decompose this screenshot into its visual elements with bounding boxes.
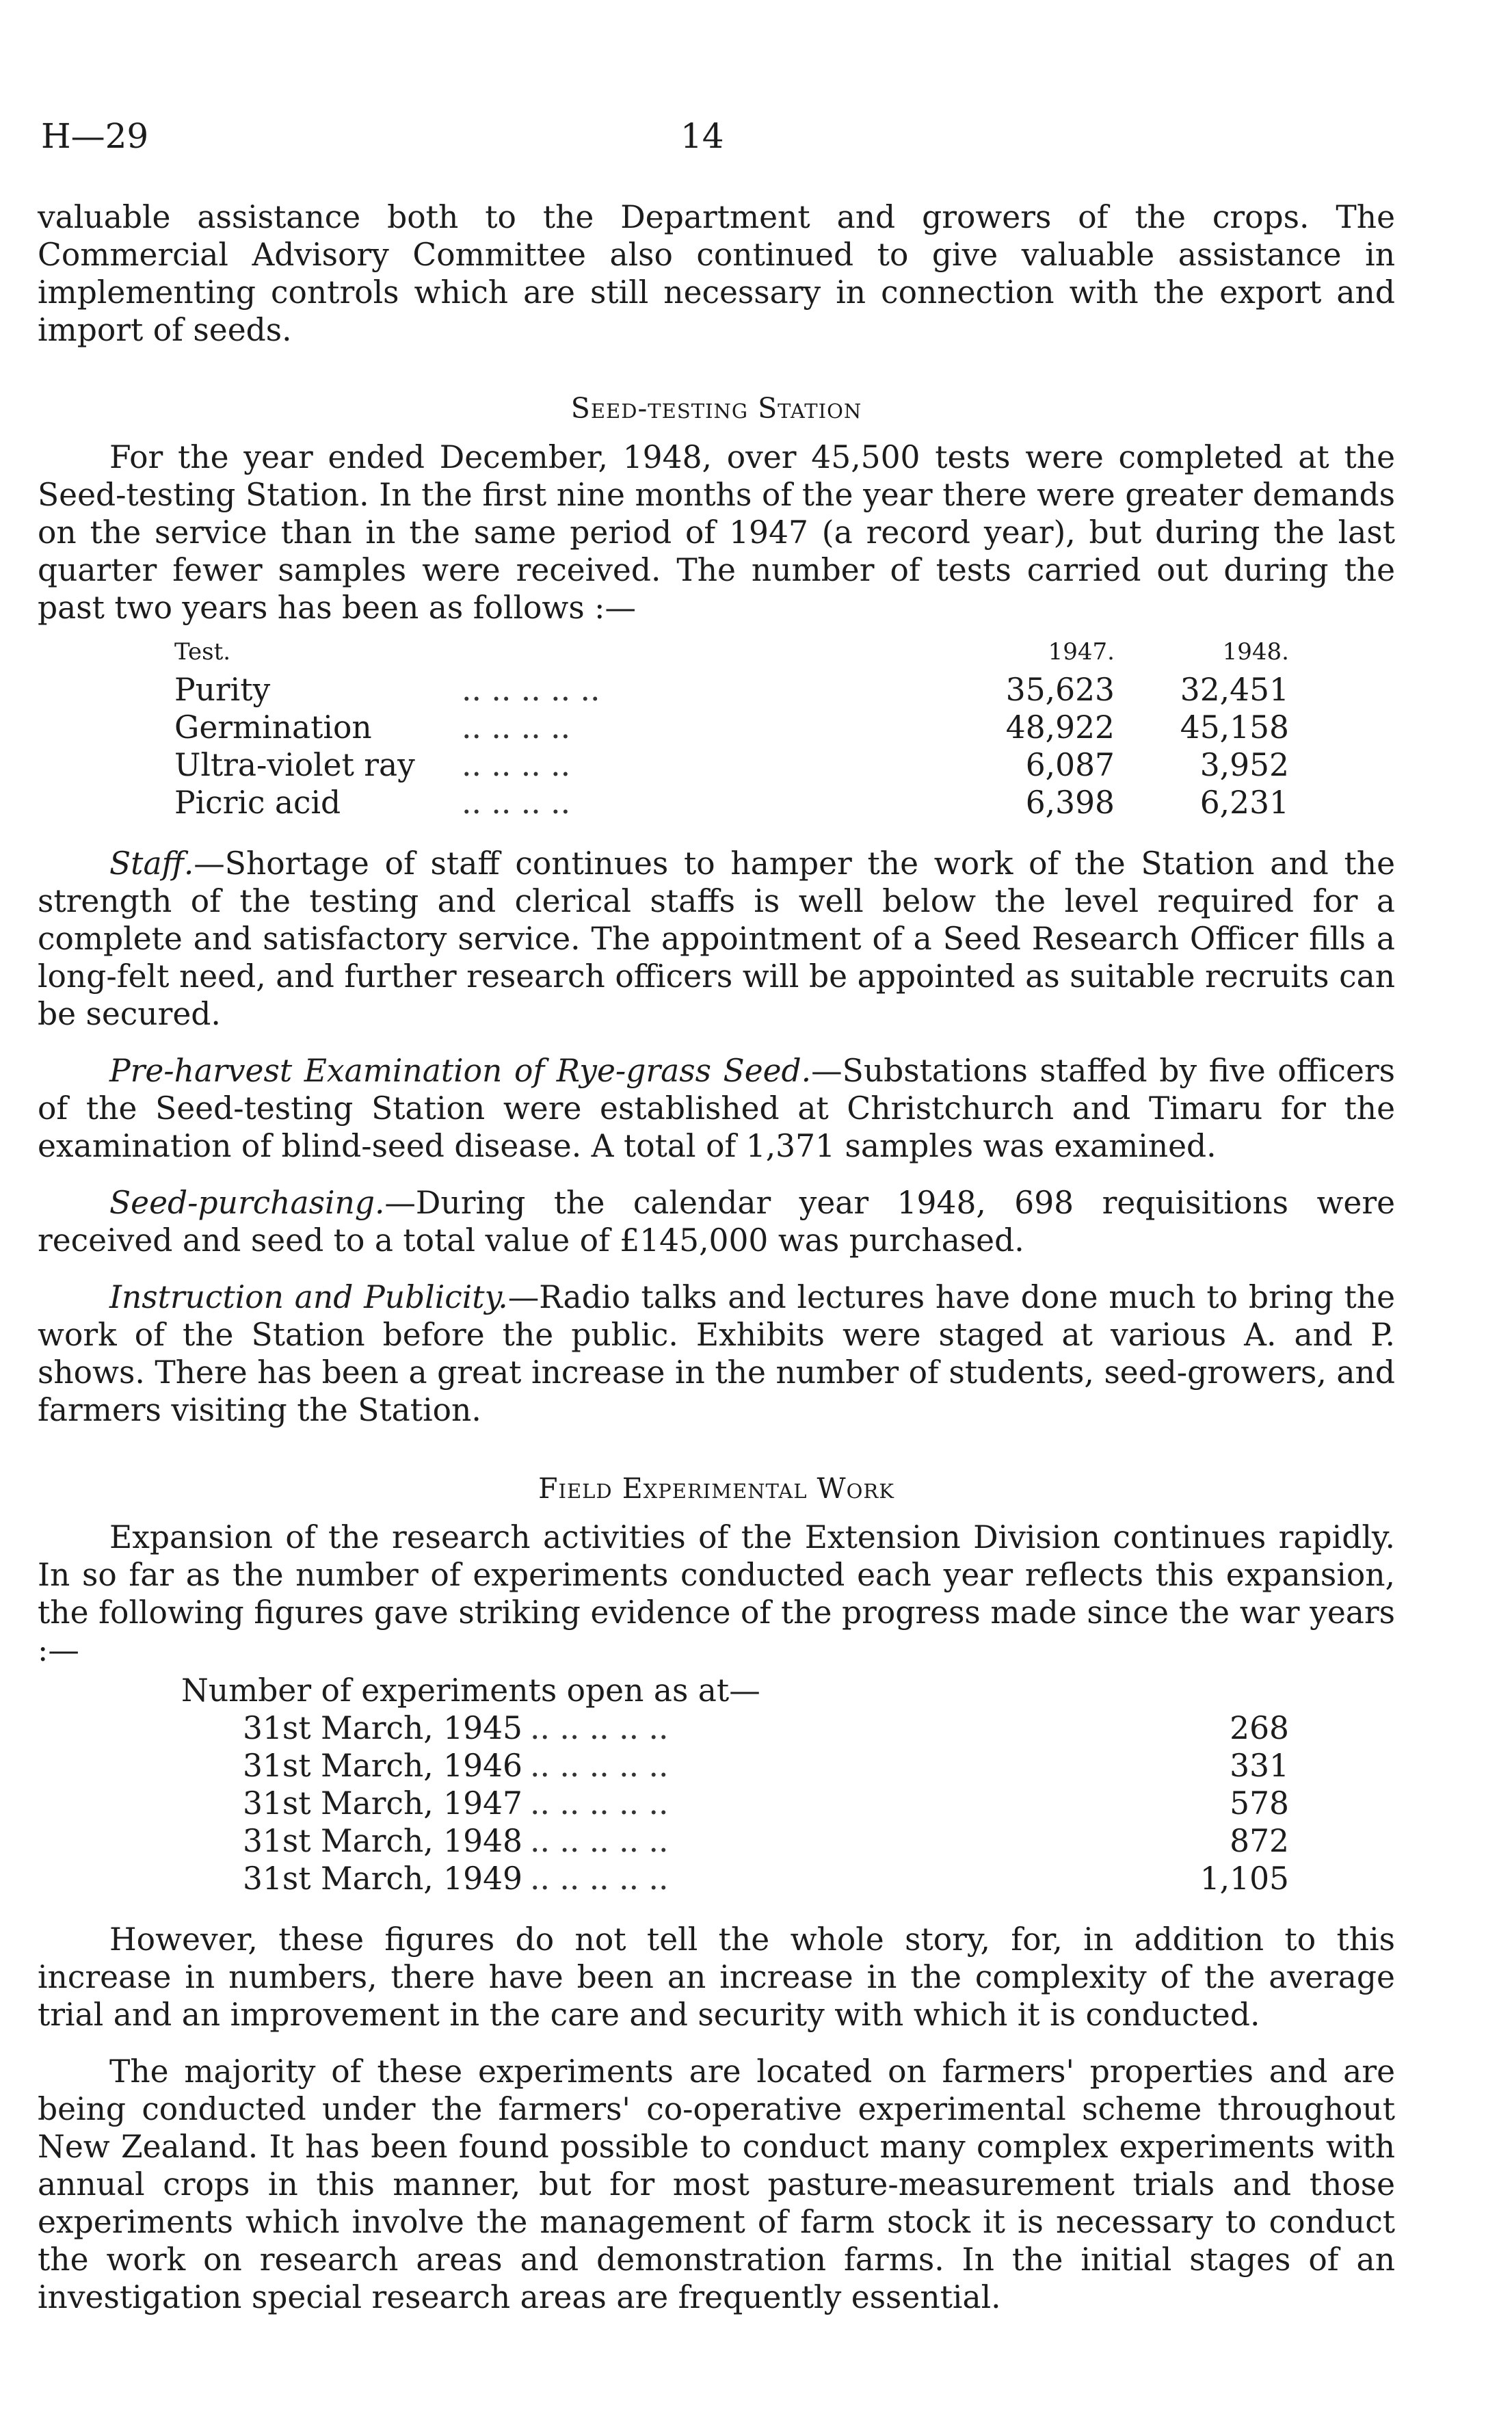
experiment-date: 31st March, 1945 — [243, 1710, 522, 1746]
value-1948: 32,451 — [1180, 672, 1289, 708]
value-1948: 6,231 — [1199, 785, 1289, 821]
table-row — [243, 1709, 1289, 1747]
field-work-paragraph-2: However, these figures do not tell the whole story, for, in addition to this increase in numbers, there have been an increase in the complexity of the average trial and an improvement in the care and security with which it is conducted. — [38, 1921, 1395, 2033]
value-1947: 6,087 — [1025, 747, 1115, 783]
seed-tests-table — [174, 633, 1289, 822]
test-name: Ultra-violet ray — [174, 747, 415, 783]
value-1948: 45,158 — [1180, 709, 1289, 746]
intro-paragraph: valuable assistance both to the Department and growers of the crops. The Commercial Advisory Committee also continued to give valuable assistance in implementing controls which are still necessary in connection with the export and import of seeds. — [38, 199, 1395, 348]
experiment-count: 268 — [1230, 1710, 1289, 1746]
staff-heading: Staff. — [109, 845, 194, 882]
field-work-title: Field Experimental Work — [538, 1472, 894, 1505]
header-test: Test. — [174, 638, 231, 666]
leader-dots: .. .. .. .. .. — [530, 1785, 669, 1822]
purchasing-paragraph — [38, 1184, 1395, 1259]
test-name: Purity — [174, 672, 271, 708]
preharvest-paragraph — [38, 1052, 1395, 1165]
header-1948: 1948. — [1222, 638, 1289, 666]
table-row — [243, 1747, 1289, 1785]
instruction-paragraph — [38, 1278, 1395, 1429]
staff-paragraph — [38, 845, 1395, 1033]
experiments-table — [243, 1709, 1289, 1897]
table-row — [174, 671, 1289, 709]
value-1947: 35,623 — [1005, 672, 1115, 708]
leader-dots: .. .. .. .. .. — [530, 1710, 669, 1746]
page-body — [38, 198, 1395, 2316]
table-row — [243, 1860, 1289, 1897]
leader-dots: .. .. .. .. .. — [530, 1861, 669, 1897]
experiment-date: 31st March, 1946 — [243, 1748, 522, 1784]
experiment-count: 578 — [1230, 1785, 1289, 1822]
header-1947: 1947. — [1048, 638, 1115, 666]
instruction-text: —Radio talks and lectures have done much to bring the work of the Station before the public. Exhibits were staged at various A. and P. shows. There has been a great increase in the number of students, seed-growers, and farmers visiting the Station. — [38, 1279, 1395, 1428]
staff-text: —Shortage of staff continues to hamper the work of the Station and the strength of the testing and clerical staffs is well below the level required for a complete and satisfactory service. The appointment of a Seed Research Officer fills a long-felt need, and further research officers will be appointed as suitable recruits can be secured. — [38, 845, 1395, 1032]
leader-dots: .. .. .. .. — [462, 709, 571, 746]
page-header — [41, 116, 1409, 164]
table-row — [174, 784, 1289, 822]
field-work-paragraph-1: Expansion of the research activities of the Extension Division continues rapidly. In so far as the number of experiments conducted each year reflects this expansion, the following figures gave striking evidence of the progress made since the war years :— — [38, 1519, 1395, 1668]
field-work-paragraph-3: The majority of these experiments are located on farmers' properties and are being conducted under the farmers' co-operative experimental scheme throughout New Zealand. It has been found possible to conduct many complex experiments with annual crops in this manner, but for most pasture-measurement trials and those experiments which involve the management of farm stock it is necessary to conduct the work on research areas and demonstration farms. In the initial stages of an investigation special research areas are frequently essential. — [38, 2053, 1395, 2315]
seed-testing-paragraph: For the year ended December, 1948, over 45,500 tests were completed at the Seed-testing Station. In the first nine months of the year there were greater demands on the service than in the same period of 1947 (a record year), but during the last quarter fewer samples were received. The number of tests carried out during the past two years has been as follows :— — [38, 439, 1395, 626]
preharvest-heading: Pre-harvest Examination of Rye-grass Seed. — [109, 1053, 812, 1089]
test-name: Germination — [174, 709, 372, 746]
table-header-row — [174, 633, 1289, 671]
page-number: 14 — [680, 116, 724, 156]
purchasing-heading: Seed-purchasing. — [109, 1185, 385, 1221]
table-row — [174, 746, 1289, 784]
purchasing-text: —During the calendar year 1948, 698 requisitions were received and seed to a total value of £145,000 was purchased. — [38, 1185, 1395, 1259]
table-row — [243, 1785, 1289, 1822]
table-row — [174, 709, 1289, 746]
document-id: H—29 — [41, 116, 149, 156]
instruction-heading: Instruction and Publicity. — [109, 1279, 508, 1315]
seed-testing-title: Seed-testing Station — [570, 392, 862, 425]
value-1947: 6,398 — [1025, 785, 1115, 821]
value-1948: 3,952 — [1199, 747, 1289, 783]
test-name: Picric acid — [174, 785, 341, 821]
experiment-count: 872 — [1230, 1823, 1289, 1859]
preharvest-text: —Substations staffed by five officers of the Seed-testing Station were established at Christchurch and Timaru for the examination of blind-seed disease. A total of 1,371 samples was examined. — [38, 1053, 1395, 1164]
experiments-table-title: Number of experiments open as at— — [181, 1672, 760, 1709]
experiment-count: 1,105 — [1199, 1861, 1289, 1897]
experiment-count: 331 — [1230, 1748, 1289, 1784]
experiment-date: 31st March, 1948 — [243, 1823, 522, 1859]
experiment-date: 31st March, 1947 — [243, 1785, 522, 1822]
value-1947: 48,922 — [1005, 709, 1115, 746]
leader-dots: .. .. .. .. — [462, 747, 571, 783]
leader-dots: .. .. .. .. .. — [530, 1823, 669, 1859]
leader-dots: .. .. .. .. — [462, 785, 571, 821]
table-row — [243, 1822, 1289, 1860]
leader-dots: .. .. .. .. .. — [530, 1748, 669, 1784]
experiment-date: 31st March, 1949 — [243, 1861, 522, 1897]
leader-dots: .. .. .. .. .. — [462, 672, 600, 708]
